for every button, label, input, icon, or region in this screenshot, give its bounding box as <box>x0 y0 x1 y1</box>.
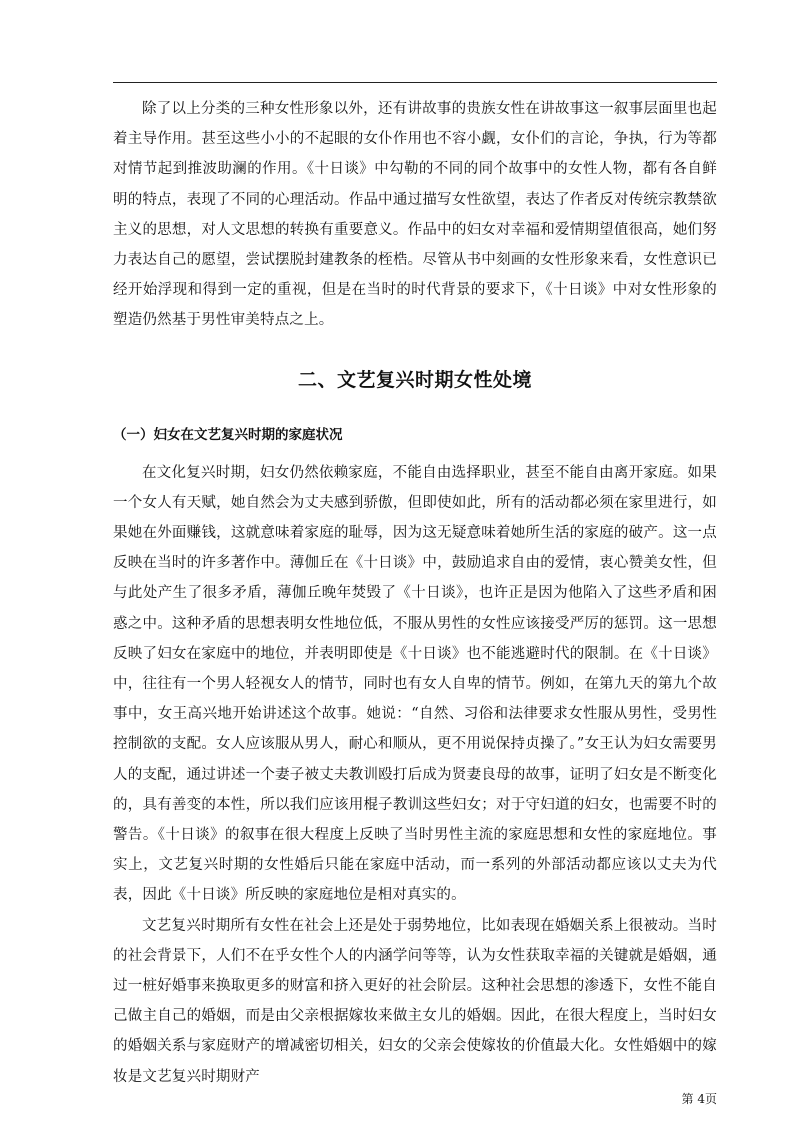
section-title: 二、文艺复兴时期女性处境 <box>297 368 532 391</box>
page-content <box>113 94 717 1092</box>
body-paragraph-2: 在文化复兴时期，妇女仍然依赖家庭，不能自由选择职业，甚至不能自由离开家庭。如果一个女人有天赋，她自然会为丈夫感到骄傲，但即使如此，所有的活动都必须在家里进行，如果她在外面赚钱，这就意味着家庭的耻辱，因为这无疑意味着她所生活的家庭的破产。这一点反映在当时的许多著作中。薄伽丘在《十日谈》中，鼓励追求自由的爱情，衷心赞美女性，但与此处产生了很多矛盾，薄伽丘晚年焚毁了《十日谈》，也许正是因为他陷入了这些矛盾和困惑之中。这种矛盾的思想表明女性地位低，不服从男性的女性应该接受严厉的惩罚。这一思想反映了妇女在家庭中的地位，并表明即使是《十日谈》也不能逃避时代的限制。在《十日谈》中，往往有一个男人轻视女人的情节，同时也有女人自卑的情节。例如，在第九天的第九个故事中，女王高兴地开始讲述这个故事。她说：“自然、习俗和法律要求女性服从男性，受男性控制欲的支配。女人应该服从男人，耐心和顺从，更不用说保持贞操了。”女王认为妇女需要男人的支配，通过讲述一个妻子被丈夫教训殴打后成为贤妻良母的故事，证明了妇女是不断变化的，具有善变的本性，所以我们应该用棍子教训这些妇女；对于守妇道的妇女，也需要不时的警告。《十日谈》的叙事在很大程度上反映了当时男性主流的家庭思想和女性的家庭地位。事实上，文艺复兴时期的女性婚后只能在家庭中活动，而一系列的外部活动都应该以丈夫为代表，因此《十日谈》所反映的家庭地位是相对真实的。 <box>113 464 717 904</box>
body-paragraph-1: 除了以上分类的三种女性形象以外，还有讲故事的贵族女性在讲故事这一叙事层面里也起着主导作用。甚至这些小小的不起眼的女仆作用也不容小觑，女仆们的言论，争执，行为等都对情节起到推波助澜的作用。《十日谈》中勾勒的不同的同个故事中的女性人物，都有各自鲜明的特点，表现了不同的心理活动。作品中通过描写女性欲望，表达了作者反对传统宗教禁欲主义的思想，对人文思想的转换有重要意义。作品中的妇女对幸福和爱情期望值很高，她们努力表达自己的愿望，尝试摆脱封建教条的桎梏。尽管从书中刻画的女性形象来看，女性意识已经开始浮现和得到一定的重视，但是在当时的时代背景的要求下，《十日谈》中对女性形象的塑造仍然基于男性审美特点之上。 <box>113 101 717 329</box>
header-rule <box>113 82 717 83</box>
body-paragraph-3: 文艺复兴时期所有女性在社会上还是处于弱势地位，比如表现在婚姻关系上很被动。当时的社会背景下，人们不在乎女性个人的内涵学问等等，认为女性获取幸福的关键就是婚姻，通过一桩好婚事来换取更多的财富和挤入更好的社会阶层。这种社会思想的渗透下，女性不能自己做主自己的婚姻，而是由父亲根据嫁妆来做主女儿的婚姻。因此，在很大程度上，当时妇女的婚姻关系与家庭财产的增减密切相关，妇女的父亲会使嫁妆的价值最大化。女性婚姻中的嫁妆是文艺复兴时期财产 <box>113 917 717 1085</box>
page-number: 第 4页 <box>681 1092 717 1106</box>
subsection-title: （一）妇女在文艺复兴时期的家庭状况 <box>113 426 343 443</box>
